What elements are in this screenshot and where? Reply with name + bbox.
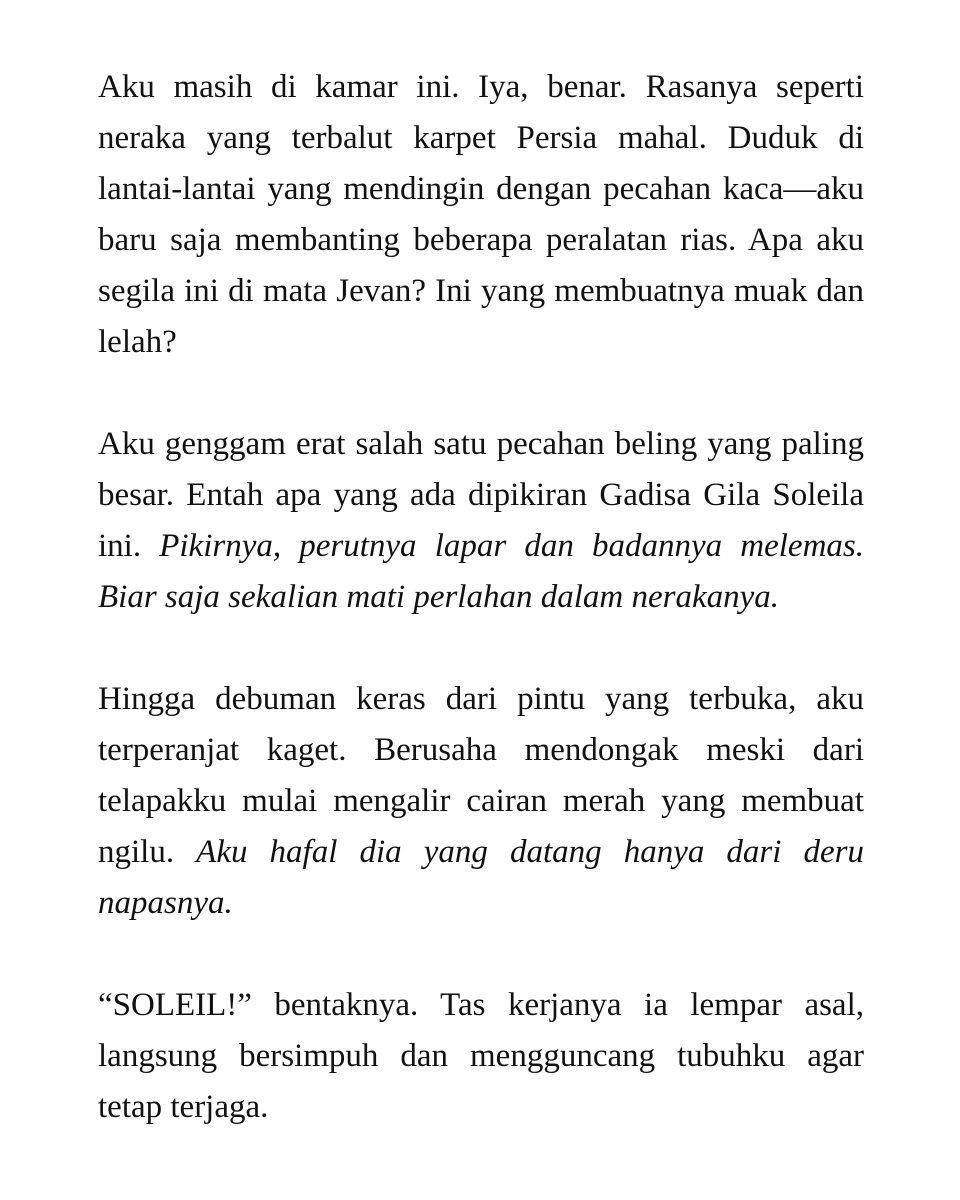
paragraph-3-text: Hingga debuman keras dari pintu yang terbuka, aku terperanjat kaget. Berusaha mendongak meski dari telapakku mulai mengalir cairan merah yang membuat ngilu. bbox=[98, 681, 864, 870]
paragraph-2-text: Aku genggam erat salah satu pecahan beling yang paling besar. Entah apa yang ada dipikiran Gadisa Gila Soleila ini. bbox=[98, 426, 864, 564]
paragraph-3 bbox=[98, 674, 864, 929]
paragraph-2-italic-text: Pikirnya, perutnya lapar dan badannya melemas. Biar saja sekalian mati perlahan dalam nerakanya. bbox=[98, 528, 864, 615]
paragraph-1-text: Aku masih di kamar ini. Iya, benar. Rasanya seperti neraka yang terbalut karpet Persia mahal. Duduk di lantai-lantai yang mendingin dengan pecahan kaca—aku baru saja membanting beberapa peralatan rias. Apa aku segila ini di mata Jevan? Ini yang membuatnya muak dan lelah? bbox=[98, 69, 864, 360]
story-text bbox=[98, 62, 864, 1133]
paragraph-4-text: “SOLEIL!” bentaknya. Tas kerjanya ia lempar asal, langsung bersimpuh dan mengguncang tubuhku agar tetap terjaga. bbox=[98, 987, 864, 1125]
paragraph-3-italic-text: Aku hafal dia yang datang hanya dari deru napasnya. bbox=[98, 834, 864, 921]
paragraph-2 bbox=[98, 419, 864, 623]
paragraph-4 bbox=[98, 980, 864, 1133]
paragraph-1 bbox=[98, 62, 864, 368]
